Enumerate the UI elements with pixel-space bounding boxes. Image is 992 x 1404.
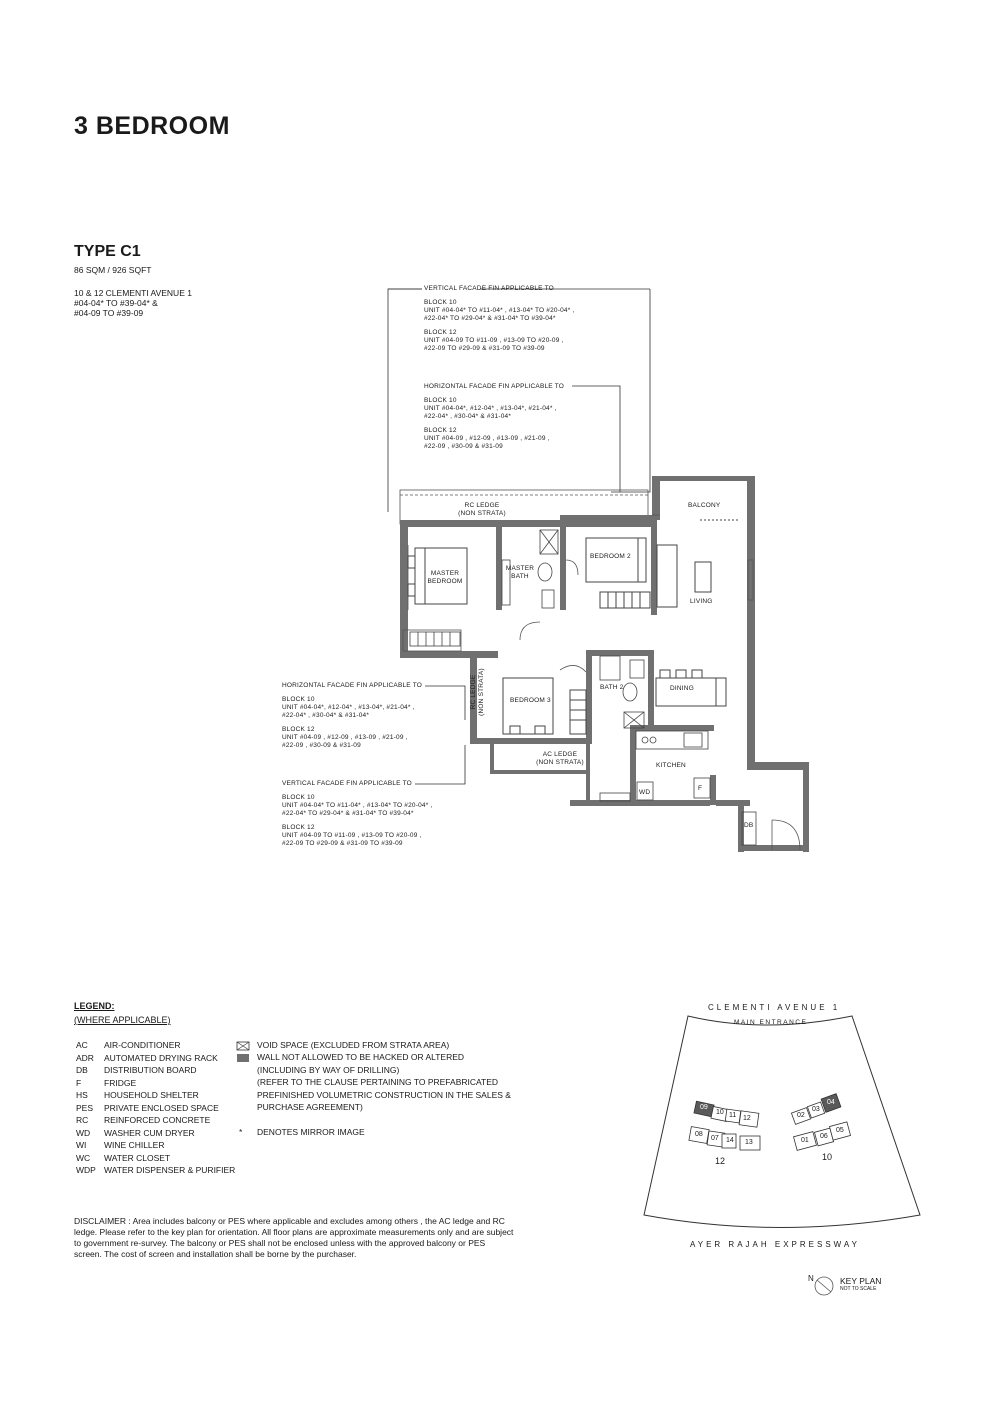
walls (400, 476, 809, 852)
note-heading: VERTICAL FACADE FIN APPLICABLE TO (424, 285, 554, 292)
legend-item (76, 1114, 210, 1127)
label-bedroom2: BEDROOM 2 (590, 553, 631, 560)
legend-heading: LEGEND: (74, 1001, 115, 1011)
legend-item (76, 1127, 195, 1140)
living-furniture (657, 520, 740, 607)
label-living: LIVING (690, 598, 713, 605)
legend-wall-line: (INCLUDING BY WAY OF DRILLING) (257, 1064, 400, 1075)
address-line: #04-09 TO #39-09 (74, 308, 144, 318)
legend-label: WASHER CUM DRYER (104, 1127, 195, 1138)
legend-code: WI (76, 1140, 87, 1150)
label-balcony: BALCONY (688, 502, 721, 509)
legend-code: WC (76, 1152, 91, 1163)
note-line: #22-04* TO #29-04* & #31-04* TO #39-04* (424, 315, 556, 322)
legend-label: FRIDGE (104, 1077, 137, 1088)
note-line: BLOCK 12 (424, 427, 457, 434)
legend-label: HOUSEHOLD SHELTER (104, 1090, 199, 1100)
note-line: BLOCK 10 (282, 696, 315, 703)
room-label-line: MASTER (430, 570, 460, 577)
key-unit-06: 06 (820, 1133, 828, 1140)
key-plan-road-bottom: AYER RAJAH EXPRESSWAY (690, 1240, 860, 1249)
key-unit-11: 11 (729, 1112, 737, 1119)
legend-code: HS (76, 1090, 88, 1100)
address-line: #04-04* TO #39-04* & (74, 298, 158, 308)
legend-mirror-symbol: * (239, 1127, 243, 1137)
note-line: BLOCK 10 (424, 397, 457, 404)
note-line: UNIT #04-04*, #12-04* , #13-04*, #21-04* , (282, 704, 415, 711)
note-line: UNIT #04-04* TO #11-04* , #13-04* TO #20-04* , (424, 307, 575, 314)
key-unit-12: 12 (743, 1115, 751, 1122)
note-left-vertical (282, 780, 432, 848)
label-kitchen: KITCHEN (656, 762, 686, 769)
label-bath2: BATH 2 (600, 684, 624, 691)
note-line: #22-04* TO #29-04* & #31-04* TO #39-04* (282, 810, 414, 817)
note-heading: VERTICAL FACADE FIN APPLICABLE TO (282, 780, 412, 787)
key-block-10-label: 10 (822, 1152, 833, 1162)
legend-void-space: VOID SPACE (EXCLUDED FROM STRATA AREA) (257, 1040, 450, 1050)
disclaimer: DISCLAIMER : Area includes balcony or PES where applicable and excludes among others , the AC ledge and RC ledge. Please refer to the key plan for orientation. All floor plans are approximate measurements only and are subject to government re-survey. The balcony or PES shall not be enclosed unless with the approved balcony or PES screen. The cost of screen and installation shall be borne by the purchaser. (74, 1216, 514, 1259)
legend-wall-line: (REFER TO THE CLAUSE PERTAINING TO PREFABRICATED (257, 1077, 499, 1087)
key-unit-08: 08 (695, 1131, 703, 1138)
key-plan-graphic (644, 1016, 920, 1295)
room-label-line: RC LEDGE (470, 674, 477, 710)
key-unit-13: 13 (745, 1139, 753, 1146)
key-unit-01: 01 (801, 1137, 809, 1144)
legend-wall-note (257, 1051, 511, 1114)
note-line: #22-09 , #30-09 & #31-09 (282, 742, 361, 749)
key-block-12-label: 12 (715, 1156, 726, 1166)
address-line: 10 & 12 CLEMENTI AVENUE 1 (74, 288, 192, 298)
label-ac-ledge (530, 751, 590, 767)
legend-code: DB (76, 1065, 88, 1075)
note-line: BLOCK 12 (282, 824, 315, 831)
legend-item (76, 1152, 170, 1165)
key-plan-label: KEY PLAN (840, 1276, 882, 1286)
note-left-horizontal (282, 682, 422, 750)
legend-code: WD (76, 1127, 91, 1138)
kitchen-fixtures (600, 731, 710, 801)
legend-label: AUTOMATED DRYING RACK (104, 1052, 218, 1063)
note-line: #22-04* , #30-04* & #31-04* (424, 413, 512, 420)
key-unit-10: 10 (716, 1109, 724, 1116)
room-label-line: RC LEDGE (464, 502, 500, 509)
unit-type: TYPE C1 (74, 243, 141, 260)
legend-code: F (76, 1077, 82, 1088)
key-plan-road-top: CLEMENTI AVENUE 1 (708, 1003, 841, 1012)
legend-label: PRIVATE ENCLOSED SPACE (104, 1102, 219, 1113)
note-leaders (388, 289, 650, 784)
legend-symbols (237, 1042, 249, 1062)
label-fridge: F (698, 785, 703, 792)
bedroom2-bed (586, 538, 650, 608)
key-plan-main-entrance: MAIN ENTRANCE (734, 1019, 808, 1026)
bedroom3-bed (503, 678, 586, 734)
legend-code: AC (76, 1040, 88, 1050)
note-line: UNIT #04-09 , #12-09 , #13-09 , #21-09 , (424, 435, 550, 442)
note-top-vertical (424, 285, 574, 353)
north-indicator: N (808, 1274, 814, 1283)
legend-item (76, 1102, 219, 1115)
legend-item (76, 1077, 136, 1090)
legend-code: WDP (76, 1165, 96, 1175)
note-line: UNIT #04-04*, #12-04* , #13-04*, #21-04* , (424, 405, 557, 412)
label-rc-ledge-side (470, 662, 486, 722)
legend-item (76, 1089, 199, 1102)
legend-subheading: (WHERE APPLICABLE) (74, 1015, 171, 1025)
legend-wall-line: PREFINISHED VOLUMETRIC CONSTRUCTION IN THE SALES & (257, 1089, 511, 1100)
legend-wall-line: WALL NOT ALLOWED TO BE HACKED OR ALTERED (257, 1052, 465, 1062)
room-label-line: MASTER (505, 565, 535, 572)
note-line: BLOCK 12 (282, 726, 315, 733)
room-label-line: (NON STRATA) (458, 510, 506, 517)
key-plan-scale: NOT TO SCALE (840, 1286, 877, 1292)
legend-label: WINE CHILLER (104, 1140, 165, 1150)
legend-code: PES (76, 1102, 94, 1113)
legend-item (76, 1164, 235, 1177)
legend-item (76, 1052, 218, 1065)
note-line: BLOCK 12 (424, 329, 457, 336)
room-label-line: BATH (511, 573, 529, 580)
note-line: #22-09 TO #29-09 & #31-09 TO #39-09 (424, 345, 545, 352)
note-heading: HORIZONTAL FACADE FIN APPLICABLE TO (424, 383, 565, 390)
note-line: BLOCK 10 (282, 794, 315, 801)
legend-item (76, 1064, 197, 1077)
legend-label: AIR-CONDITIONER (104, 1040, 181, 1050)
key-unit-03: 03 (812, 1106, 820, 1113)
legend-label: WATER DISPENSER & PURIFIER (104, 1165, 236, 1175)
key-unit-02: 02 (797, 1112, 805, 1119)
unit-area: 86 SQM / 926 SQFT (74, 265, 152, 275)
key-unit-09: 09 (700, 1104, 708, 1111)
label-wd: WD (639, 789, 651, 796)
room-label-line: AC LEDGE (542, 751, 578, 758)
note-line: UNIT #04-09 TO #11-09 , #13-09 TO #20-09 , (424, 337, 564, 344)
legend-item (76, 1039, 181, 1052)
label-rc-ledge-top (452, 502, 512, 518)
label-bedroom3: BEDROOM 3 (510, 697, 551, 704)
key-unit-14: 14 (726, 1137, 734, 1144)
note-line: UNIT #04-09 , #12-09 , #13-09 , #21-09 , (282, 734, 408, 741)
note-line: #22-09 , #30-09 & #31-09 (424, 443, 503, 450)
note-line: UNIT #04-09 TO #11-09 , #13-09 TO #20-09 , (282, 832, 422, 839)
page-title: 3 BEDROOM (74, 112, 230, 140)
legend-label: DISTRIBUTION BOARD (104, 1065, 197, 1075)
label-dining: DINING (670, 685, 694, 692)
note-line: #22-09 TO #29-09 & #31-09 TO #39-09 (282, 840, 403, 847)
room-label-line: (NON STRATA) (478, 668, 485, 716)
note-line: #22-04* , #30-04* & #31-04* (282, 712, 370, 719)
bath2-fixtures (600, 656, 644, 728)
legend-label: REINFORCED CONCRETE (104, 1115, 211, 1125)
note-line: BLOCK 10 (424, 299, 457, 306)
legend-label: WATER CLOSET (104, 1152, 171, 1163)
legend-mirror: DENOTES MIRROR IMAGE (257, 1127, 365, 1137)
legend-item (76, 1139, 164, 1152)
note-line: UNIT #04-04* TO #11-04* , #13-04* TO #20-04* , (282, 802, 433, 809)
label-master-bedroom (420, 570, 470, 586)
legend-wall-line: PURCHASE AGREEMENT) (257, 1102, 363, 1112)
room-label-line: (NON STRATA) (536, 759, 584, 766)
label-master-bath (500, 565, 540, 581)
note-top-horizontal (424, 383, 564, 451)
key-unit-05: 05 (836, 1127, 844, 1134)
key-unit-07: 07 (711, 1135, 719, 1142)
legend-code: ADR (76, 1052, 94, 1063)
note-heading: HORIZONTAL FACADE FIN APPLICABLE TO (282, 682, 423, 689)
key-unit-04: 04 (827, 1099, 835, 1106)
legend-code: RC (76, 1115, 89, 1125)
room-label-line: BEDROOM (427, 578, 463, 585)
label-db: DB (744, 822, 754, 829)
